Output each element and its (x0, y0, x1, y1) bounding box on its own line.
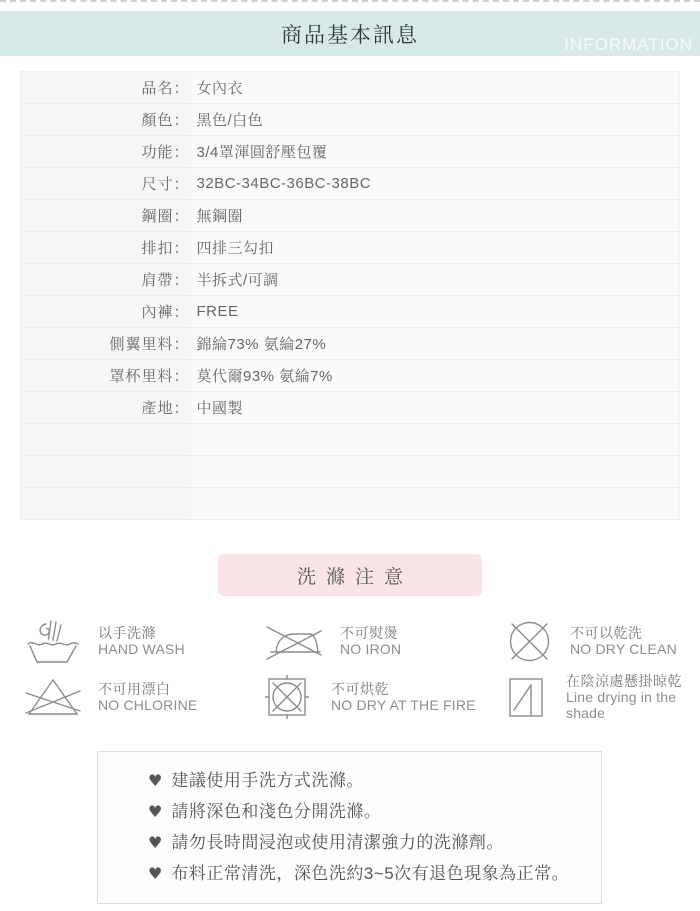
section-header-basic-info (0, 11, 700, 56)
care-item-no-tumble-dry (265, 673, 507, 721)
no-chlorine-icon (25, 676, 87, 718)
field-value (191, 424, 680, 456)
field-label: 罩杯里料： (21, 360, 191, 392)
field-value: 中國製 (191, 392, 680, 424)
top-dashed-divider (0, 0, 700, 2)
table-row (21, 72, 680, 104)
table-row (21, 232, 680, 264)
care-label-en: NO CHLORINE (98, 697, 198, 713)
table-row (21, 104, 680, 136)
care-note-text: 請將深色和淺色分開洗滌。 (171, 802, 382, 821)
care-label-zh: 不可以乾洗 (570, 625, 643, 641)
table-row (21, 200, 680, 232)
field-label: 側翼里料： (21, 328, 191, 360)
heart-icon: ♥ (148, 864, 163, 883)
care-item-no-chlorine (25, 673, 265, 721)
care-note-text: 請勿長時間浸泡或使用清潔強力的洗滌劑。 (171, 833, 504, 852)
field-value: 錦綸73% 氨綸27% (191, 328, 680, 360)
care-note-text: 布料正常清洗，深色洗約3~5次有退色現象為正常。 (171, 864, 570, 883)
care-note-text: 建議使用手洗方式洗滌。 (171, 771, 364, 790)
page-title: 商品基本訊息 (281, 23, 419, 47)
field-value: 女內衣 (191, 72, 680, 104)
table-row-empty (21, 456, 680, 488)
care-label-zh: 不可用漂白 (98, 681, 171, 697)
care-label-en: Line drying in the shade (566, 689, 677, 721)
table-row (21, 392, 680, 424)
table-row-empty (21, 488, 680, 520)
field-value (191, 488, 680, 520)
heart-icon: ♥ (148, 833, 163, 852)
field-value: FREE (191, 296, 680, 328)
field-label (21, 424, 191, 456)
field-label: 顏色： (21, 104, 191, 136)
wash-notes-box (97, 751, 602, 904)
field-value: 3/4罩渾圓舒壓包覆 (191, 136, 680, 168)
table-row (21, 168, 680, 200)
table-row (21, 328, 680, 360)
field-value: 半拆式/可調 (191, 264, 680, 296)
field-label: 內褲： (21, 296, 191, 328)
field-label: 鋼圈： (21, 200, 191, 232)
hand-wash-icon (25, 618, 87, 665)
care-item-no-dry-clean (507, 617, 700, 665)
care-item-hand-wash (25, 617, 265, 665)
field-value: 黑色/白色 (191, 104, 680, 136)
care-note (148, 827, 589, 858)
care-label-en: NO IRON (340, 641, 402, 657)
care-label-zh: 不可烘乾 (331, 681, 389, 697)
field-value: 32BC-34BC-36BC-38BC (191, 168, 680, 200)
care-label-zh: 不可熨燙 (340, 625, 398, 641)
care-note (148, 858, 589, 889)
field-value: 莫代爾93% 氨綸7% (191, 360, 680, 392)
care-label-en: NO DRY CLEAN (570, 641, 677, 657)
table-row (21, 360, 680, 392)
wash-notice-title: 洗滌注意 (296, 566, 413, 588)
no-iron-icon (265, 621, 329, 661)
heart-icon: ♥ (148, 771, 163, 790)
table-row-empty (21, 424, 680, 456)
table-row (21, 136, 680, 168)
heart-icon: ♥ (148, 802, 163, 821)
no-dry-clean-icon (507, 619, 559, 664)
care-symbols-grid (25, 617, 700, 721)
care-label-en: NO DRY AT THE FIRE (331, 697, 476, 713)
shade-dry-icon (507, 676, 555, 719)
product-spec-table (20, 71, 680, 520)
field-label: 排扣： (21, 232, 191, 264)
care-label-zh: 在陰涼處懸掛晾乾 (566, 673, 682, 689)
field-label: 尺寸： (21, 168, 191, 200)
no-tumble-dry-icon (265, 675, 320, 719)
field-label: 功能： (21, 136, 191, 168)
header-watermark-text: INFORMATION (564, 35, 693, 54)
field-label: 產地： (21, 392, 191, 424)
care-label-zh: 以手洗滌 (98, 625, 156, 641)
care-note (148, 796, 589, 827)
care-note (148, 765, 589, 796)
field-value (191, 456, 680, 488)
care-label-en: HAND WASH (98, 641, 185, 657)
table-row (21, 296, 680, 328)
care-item-no-iron (265, 617, 507, 665)
field-label: 品名： (21, 72, 191, 104)
field-value: 無鋼圈 (191, 200, 680, 232)
field-label (21, 488, 191, 520)
table-row (21, 264, 680, 296)
field-label: 肩帶： (21, 264, 191, 296)
care-item-shade-dry (507, 673, 700, 721)
field-value: 四排三勾扣 (191, 232, 680, 264)
field-label (21, 456, 191, 488)
section-header-wash-notice (218, 554, 482, 596)
